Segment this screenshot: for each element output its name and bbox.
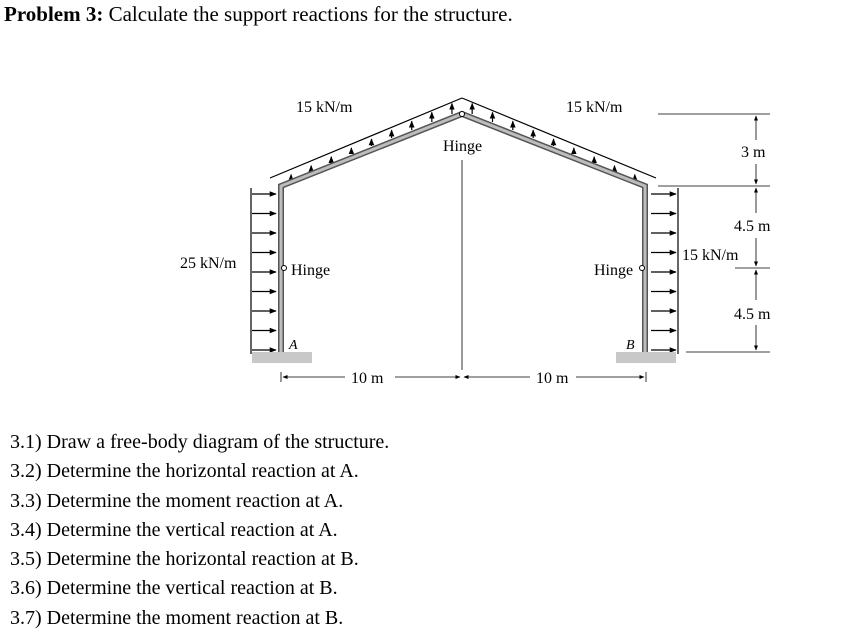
right-wall-load-arrows [651, 194, 676, 350]
hinge-top-label: Hinge [443, 138, 483, 155]
roof-load-label-left: 15 kN/m [296, 99, 353, 116]
dim-right-label: 10 m [536, 370, 569, 387]
question-item: 3.5) Determine the horizontal reaction at B. [10, 548, 359, 571]
hinge-top-icon [460, 112, 465, 117]
roof-load-line-right [462, 98, 656, 178]
question-item: 3.1) Draw a free-body diagram of the structure. [10, 431, 390, 453]
problem-statement: Calculate the support reactions for the structure. [103, 2, 513, 26]
roof-load-label-right: 15 kN/m [566, 99, 623, 116]
hinge-right-label: Hinge [594, 262, 634, 279]
hinge-left-label: Hinge [291, 262, 331, 279]
question-item: 3.7) Determine the moment reaction at B. [10, 606, 344, 629]
dim-middle-label: 4.5 m [734, 218, 771, 235]
question-item: 3.3) Determine the moment reaction at A. [10, 489, 344, 512]
support-a-ground [252, 352, 312, 363]
problem-number: Problem 3: [4, 2, 104, 26]
question-item: 3.6) Determine the vertical reaction at B. [10, 577, 338, 600]
left-wall-load-arrows [252, 194, 276, 350]
support-b-ground [616, 352, 676, 363]
left-wall-load-label: 25 kN/m [180, 255, 237, 272]
right-wall-load-label: 15 kN/m [682, 247, 739, 264]
support-b-label: B [626, 338, 635, 353]
support-a-label: A [289, 338, 298, 353]
question-item: 3.2) Determine the horizontal reaction at A. [10, 460, 359, 483]
hinge-right-icon [640, 266, 645, 271]
dim-bottom-label: 4.5 m [734, 306, 771, 323]
horizontal-dimensions [281, 372, 646, 382]
dim-left-label: 10 m [351, 370, 384, 387]
hinge-left-icon [282, 266, 287, 271]
dim-top-label: 3 m [741, 144, 766, 161]
question-list [10, 428, 389, 633]
question-item: 3.4) Determine the vertical reaction at A. [10, 518, 338, 541]
